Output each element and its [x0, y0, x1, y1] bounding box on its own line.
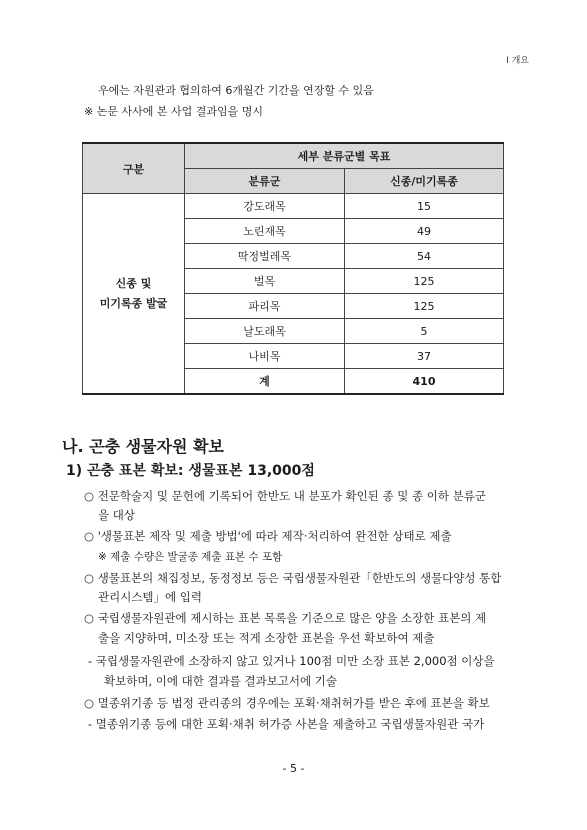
col-main-header: 세부 분류군별 목표 — [185, 143, 504, 169]
body-line: ○ 생물표본의 채집정보, 동정정보 등은 국립생물자원관「한반도의 생물다양성 통합 — [84, 571, 502, 585]
running-header: Ⅰ 개요 — [506, 56, 529, 66]
count-cell: 49 — [345, 219, 504, 244]
body-line: - 멸종위기종 등에 대한 포획·채취 허가증 사본을 제출하고 국립생물자원관 국가 — [88, 717, 485, 731]
body-note: ※ 제출 수량은 발굴종 제출 표본 수 포함 — [98, 551, 283, 563]
count-cell: 5 — [345, 319, 504, 344]
subsection-title: 1) 곤충 표본 확보: 생물표본 13,000점 — [66, 463, 315, 479]
taxon-cell: 벌목 — [185, 269, 345, 294]
col-count-header: 신종/미기록종 — [345, 169, 504, 194]
count-cell: 37 — [345, 344, 504, 369]
intro-note: ※ 논문 사사에 본 사업 결과임을 명시 — [84, 105, 263, 118]
intro-line-1: 우에는 자원관과 협의하여 6개월간 기간을 연장할 수 있음 — [98, 84, 374, 97]
count-cell: 15 — [345, 194, 504, 219]
count-cell: 125 — [345, 294, 504, 319]
row-group-label: 신종 및 미기록종 발굴 — [83, 194, 185, 395]
taxon-cell: 파리목 — [185, 294, 345, 319]
count-cell: 125 — [345, 269, 504, 294]
body-line: ○ 멸종위기종 등 법정 관리종의 경우에는 포획·채취허가를 받은 후에 표본을 확보 — [84, 696, 490, 710]
total-value: 410 — [345, 369, 504, 395]
body-line: ○ '생물표본 제작 및 제출 방법'에 따라 제작·처리하여 완전한 상태로 제출 — [84, 529, 452, 543]
col-group-header: 구분 — [83, 143, 185, 194]
page-number: - 5 - — [282, 762, 305, 775]
taxon-cell: 딱정벌레목 — [185, 244, 345, 269]
col-taxon-header: 분류군 — [185, 169, 345, 194]
target-table — [82, 142, 504, 395]
body-line: - 국립생물자원관에 소장하지 않고 있거나 100점 미만 소장 표본 2,000점 이상을 — [88, 654, 495, 668]
body-line: 관리시스템」에 입력 — [98, 590, 203, 604]
section-title: 나. 곤충 생물자원 확보 — [62, 437, 224, 456]
taxon-cell: 날도래목 — [185, 319, 345, 344]
body-line: 출을 지양하며, 미소장 또는 적게 소장한 표본을 우선 확보하여 제출 — [98, 631, 435, 645]
taxon-cell: 강도래목 — [185, 194, 345, 219]
table-row — [83, 194, 504, 219]
body-line: ○ 국립생물자원관에 제시하는 표본 목록을 기준으로 많은 양을 소장한 표본의 제 — [84, 611, 487, 625]
body-line: 확보하며, 이에 대한 결과를 결과보고서에 기술 — [104, 674, 338, 688]
body-line: 을 대상 — [98, 508, 135, 522]
taxon-cell: 노린재목 — [185, 219, 345, 244]
body-line: ○ 전문학술지 및 문헌에 기록되어 한반도 내 분포가 확인된 종 및 종 이하 분류군 — [84, 489, 486, 503]
count-cell: 54 — [345, 244, 504, 269]
total-label: 계 — [185, 369, 345, 395]
taxon-cell: 나비목 — [185, 344, 345, 369]
